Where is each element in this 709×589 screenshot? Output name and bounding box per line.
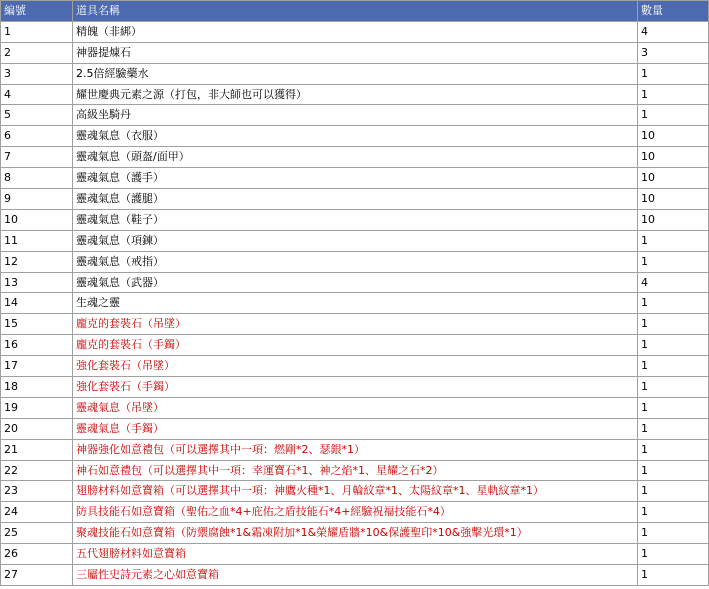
row-name: 防具技能石如意寶箱（聖佑之血*4+庇佑之盾技能石*4+經驗祝福技能石*4） [73,502,638,523]
row-qty: 1 [638,314,709,335]
table-row [1,439,709,460]
table-row [1,168,709,189]
table-row [1,230,709,251]
table-row [1,209,709,230]
row-id: 13 [1,272,73,293]
table-row [1,377,709,398]
row-name: 生魂之靈 [73,293,638,314]
table-row [1,293,709,314]
row-name: 龐克的套裝石（吊墜） [73,314,638,335]
table-row [1,251,709,272]
row-qty: 1 [638,565,709,586]
row-qty: 4 [638,21,709,42]
row-qty: 1 [638,502,709,523]
row-name: 靈魂氣息（武器） [73,272,638,293]
table-row [1,63,709,84]
row-id: 27 [1,565,73,586]
row-name: 精魄（非綁） [73,21,638,42]
row-id: 10 [1,209,73,230]
row-name: 靈魂氣息（項鍊） [73,230,638,251]
row-id: 18 [1,377,73,398]
table-row [1,42,709,63]
row-id: 2 [1,42,73,63]
row-qty: 1 [638,377,709,398]
row-qty: 1 [638,356,709,377]
row-name: 高級坐騎丹 [73,105,638,126]
table-row [1,544,709,565]
row-qty: 10 [638,189,709,210]
table-row [1,335,709,356]
header-row [1,1,709,22]
row-id: 25 [1,523,73,544]
table-row [1,84,709,105]
row-name: 龐克的套裝石（手鐲） [73,335,638,356]
header-id: 編號 [1,1,73,22]
row-name: 神石如意禮包（可以選擇其中一項：幸運寶石*1、神之焰*1、星耀之石*2） [73,460,638,481]
row-name: 翅膀材料如意寶箱（可以選擇其中一項：神鷹火種*1、月輪紋章*1、太陽紋章*1、星軌紋章*1） [73,481,638,502]
row-qty: 1 [638,397,709,418]
row-qty: 1 [638,544,709,565]
row-qty: 4 [638,272,709,293]
table-row [1,356,709,377]
row-name: 靈魂氣息（衣服） [73,126,638,147]
row-id: 17 [1,356,73,377]
row-qty: 1 [638,63,709,84]
row-name: 耀世慶典元素之源（打包，非大師也可以獲得） [73,84,638,105]
table-row [1,481,709,502]
table-row [1,147,709,168]
header-name: 道具名稱 [73,1,638,22]
row-qty: 1 [638,84,709,105]
row-name: 五代翅膀材料如意寶箱 [73,544,638,565]
table-row [1,189,709,210]
row-id: 20 [1,418,73,439]
header-qty: 數量 [638,1,709,22]
row-id: 7 [1,147,73,168]
row-id: 5 [1,105,73,126]
table-row [1,460,709,481]
row-qty: 1 [638,251,709,272]
row-id: 16 [1,335,73,356]
row-id: 1 [1,21,73,42]
row-name: 神器強化如意禮包（可以選擇其中一項：燃剛*2、瑟銀*1） [73,439,638,460]
row-qty: 1 [638,418,709,439]
row-qty: 1 [638,523,709,544]
row-name: 強化套裝石（吊墜） [73,356,638,377]
row-id: 14 [1,293,73,314]
row-id: 6 [1,126,73,147]
table-row [1,418,709,439]
table-row [1,502,709,523]
row-id: 3 [1,63,73,84]
row-name: 靈魂氣息（戒指） [73,251,638,272]
row-qty: 1 [638,439,709,460]
row-name: 靈魂氣息（鞋子） [73,209,638,230]
row-qty: 1 [638,293,709,314]
row-qty: 1 [638,460,709,481]
row-id: 15 [1,314,73,335]
row-name: 靈魂氣息（吊墜） [73,397,638,418]
row-id: 24 [1,502,73,523]
row-qty: 10 [638,209,709,230]
row-id: 23 [1,481,73,502]
row-name: 強化套裝石（手鐲） [73,377,638,398]
row-qty: 10 [638,147,709,168]
table-row [1,105,709,126]
table-row [1,21,709,42]
row-name: 神器提煉石 [73,42,638,63]
row-id: 9 [1,189,73,210]
table-row [1,126,709,147]
row-name: 聚魂技能石如意寶箱（防禦腐蝕*1&霜凍附加*1&榮耀盾牆*10&保護聖印*10&強擊光環*1） [73,523,638,544]
row-name: 三屬性史詩元素之心如意寶箱 [73,565,638,586]
row-id: 21 [1,439,73,460]
row-qty: 1 [638,105,709,126]
row-id: 4 [1,84,73,105]
row-name: 靈魂氣息（頭盔/面甲） [73,147,638,168]
table-row [1,314,709,335]
row-qty: 3 [638,42,709,63]
row-id: 8 [1,168,73,189]
row-qty: 1 [638,335,709,356]
row-name: 2.5倍經驗藥水 [73,63,638,84]
row-name: 靈魂氣息（護腿） [73,189,638,210]
row-id: 19 [1,397,73,418]
row-qty: 1 [638,481,709,502]
row-id: 11 [1,230,73,251]
row-id: 26 [1,544,73,565]
table-row [1,565,709,586]
row-id: 12 [1,251,73,272]
row-name: 靈魂氣息（護手） [73,168,638,189]
row-qty: 10 [638,126,709,147]
row-name: 靈魂氣息（手鐲） [73,418,638,439]
table-row [1,272,709,293]
table-row [1,523,709,544]
row-id: 22 [1,460,73,481]
row-qty: 10 [638,168,709,189]
row-qty: 1 [638,230,709,251]
table-row [1,397,709,418]
